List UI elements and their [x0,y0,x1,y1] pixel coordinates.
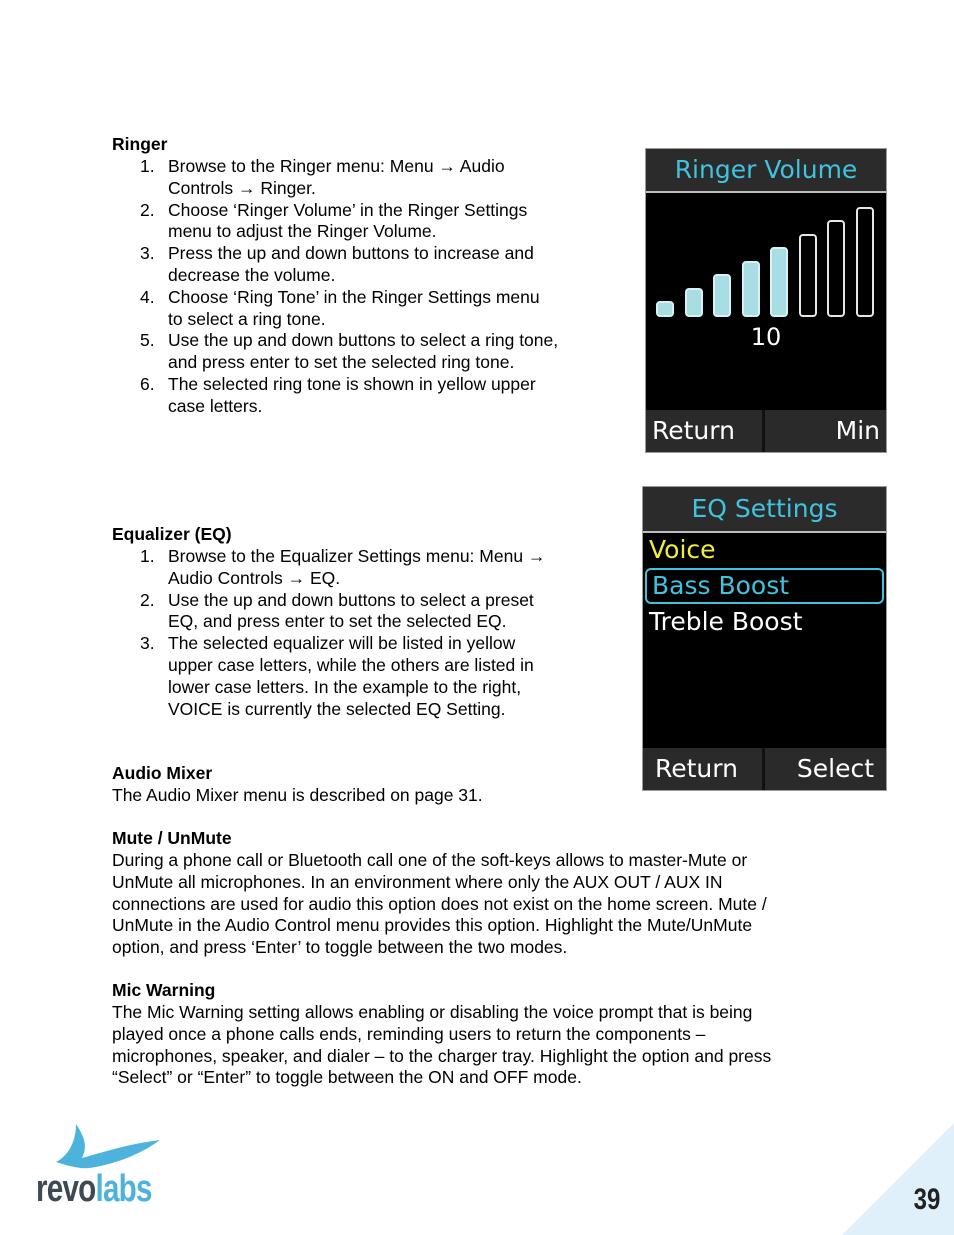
volume-bar [856,207,874,317]
volume-value: 10 [750,323,782,351]
ringer-step [112,200,602,244]
step-number: 1. [140,156,155,176]
paragraph-line: During a phone call or Bluetooth call one of the soft-keys allows to master-Mute or [112,850,748,870]
ringer-volume-screen [645,148,887,453]
ringer-heading: Ringer [112,134,168,154]
step-number: 5. [140,330,155,351]
page-corner-shape [842,1123,954,1235]
step-line: Browse to the Equalizer Settings menu: Menu → [168,546,546,566]
eq-settings-screen [642,486,887,791]
paragraph-line: “Select” or “Enter” to toggle between the ON and OFF mode. [112,1067,582,1088]
step-line: EQ, and press enter to set the selected EQ. [168,611,507,632]
step-number: 6. [140,373,155,394]
eq-heading: Equalizer (EQ) [112,524,232,544]
audio-mixer-heading: Audio Mixer [112,763,213,783]
volume-bar [713,274,731,317]
step-line: to select a ring tone. [168,308,326,329]
volume-bar [685,288,703,317]
step-number: 4. [140,286,155,307]
ringer-step [112,374,602,418]
step-line: Press the up and down buttons to increase and [168,243,534,264]
step-line: decrease the volume. [168,264,336,285]
volume-bar [656,301,674,317]
step-line: The selected ring tone is shown in yellow upper [168,373,536,394]
eq-item-treble-boost[interactable]: Treble Boost [649,607,803,636]
ringer-steps [112,156,602,418]
paragraph-line: connections are used for audio this option does not exist on the home screen. Mute / [112,893,767,914]
step-line: Choose ‘Ringer Volume’ in the Ringer Settings [168,199,528,220]
step-line: menu to adjust the Ringer Volume. [168,221,437,242]
eq-settings-title: EQ Settings [643,487,886,531]
logo-labs: labs [95,1168,152,1210]
select-softkey[interactable]: Select [765,748,886,790]
eq-step [112,546,602,590]
step-line: The selected equalizer will be listed in yellow [168,633,516,654]
mic-warning-heading: Mic Warning [112,980,216,1000]
audio-mixer-body: The Audio Mixer menu is described on page 31. [112,785,483,805]
step-line: Audio Controls → EQ. [168,567,341,588]
eq-step [112,633,602,720]
volume-bar [770,247,788,317]
logo-revo: revo [36,1168,96,1210]
mute-body [112,850,832,959]
volume-bar [799,234,817,317]
ringer-step [112,156,602,200]
eq-item-bass-boost[interactable]: Bass Boost [652,571,790,600]
step-line: VOICE is currently the selected EQ Setting. [168,698,506,719]
volume-bar [742,261,760,317]
step-line: Use the up and down buttons to select a preset [168,589,534,610]
ringer-step [112,243,602,287]
page-number: 39 [913,1183,940,1216]
ringer-step [112,287,602,331]
step-number: 2. [140,199,155,220]
step-line: Browse to the Ringer menu: Menu → Audio [168,156,505,176]
min-softkey[interactable]: Min [765,410,886,452]
step-line: case letters. [168,395,263,416]
eq-step [112,590,602,634]
paragraph-line: option, and press ‘Enter’ to toggle between the two modes. [112,937,568,958]
ringer-step [112,330,602,374]
step-line: lower case letters. In the example to the right, [168,676,522,697]
fin-wave-icon [54,1122,164,1172]
step-line: Choose ‘Ring Tone’ in the Ringer Settings menu [168,286,540,307]
mic-warning-body [112,1002,832,1089]
return-softkey[interactable]: Return [643,748,762,790]
eq-item-voice[interactable]: Voice [649,535,716,564]
step-number: 3. [140,633,155,654]
volume-bar [827,220,845,317]
return-softkey[interactable]: Return [646,410,762,452]
paragraph-line: microphones, speaker, and dialer – to the charger tray. Highlight the option and press [112,1045,772,1066]
step-number: 3. [140,243,155,264]
step-line: Use the up and down buttons to select a ring tone, [168,330,559,351]
eq-steps [112,546,602,720]
paragraph-line: The Mic Warning setting allows enabling or disabling the voice prompt that is being [112,1002,753,1022]
step-number: 1. [140,546,155,566]
mute-heading: Mute / UnMute [112,828,232,848]
paragraph-line: played once a phone calls ends, reminding users to return the components – [112,1023,706,1044]
paragraph-line: UnMute all microphones. In an environment where only the AUX OUT / AUX IN [112,871,723,892]
paragraph-line: UnMute in the Audio Control menu provides this option. Highlight the Mute/UnMute [112,915,753,936]
ringer-volume-title: Ringer Volume [646,149,886,191]
step-line: upper case letters, while the others are listed in [168,654,534,675]
revolabs-logo [36,1122,166,1212]
step-line: Controls → Ringer. [168,177,316,198]
volume-bars [656,204,878,317]
step-line: and press enter to set the selected ring tone. [168,352,515,373]
step-number: 2. [140,589,155,610]
